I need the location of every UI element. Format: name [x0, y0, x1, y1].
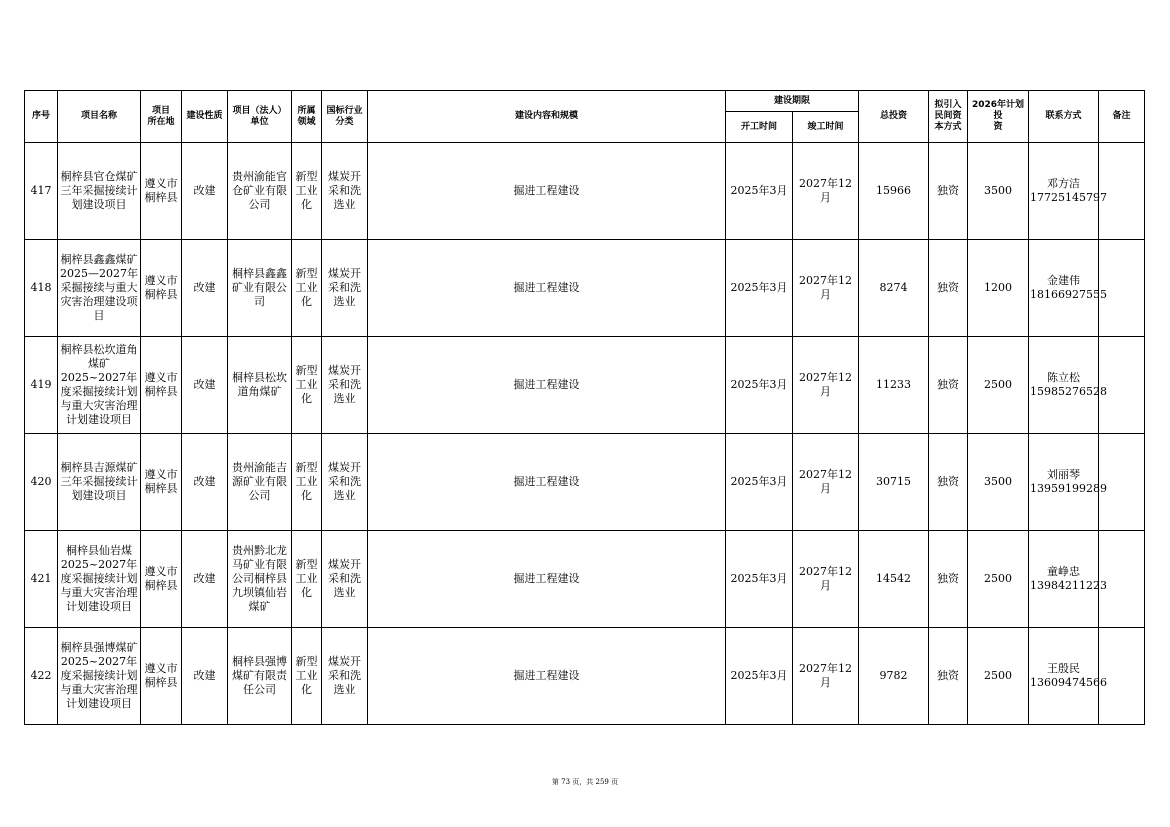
- header-total: 总投资: [859, 91, 929, 143]
- cell-unit: 贵州黔北龙马矿业有限公司桐梓县九坝镇仙岩煤矿: [228, 531, 292, 628]
- cell-unit: 桐梓县强博煤矿有限责任公司: [228, 628, 292, 725]
- cell-unit: 桐梓县松坎道角煤矿: [228, 337, 292, 434]
- cell-field: 新型 工业 化: [292, 240, 322, 337]
- header-nature: 建设性质: [182, 91, 228, 143]
- cell-end: 2027年12月: [793, 143, 859, 240]
- cell-nature: 改建: [182, 143, 228, 240]
- table-row: [25, 628, 1145, 725]
- cell-total: 15966: [859, 143, 929, 240]
- cell-content: 掘进工程建设: [368, 240, 726, 337]
- cell-unit: 贵州渝能吉源矿业有限公司: [228, 434, 292, 531]
- table-row: [25, 531, 1145, 628]
- cell-content: 掘进工程建设: [368, 143, 726, 240]
- cell-end: 2027年12月: [793, 628, 859, 725]
- cell-seq: 418: [25, 240, 58, 337]
- cell-end: 2027年12月: [793, 337, 859, 434]
- cell-industry: 煤炭开 采和洗 选业: [322, 240, 368, 337]
- cell-content: 掘进工程建设: [368, 628, 726, 725]
- cell-seq: 421: [25, 531, 58, 628]
- cell-total: 9782: [859, 628, 929, 725]
- cell-seq: 419: [25, 337, 58, 434]
- cell-contact: 金建伟 18166927555: [1029, 240, 1099, 337]
- cell-unit: 桐梓县鑫鑫矿业有限公司: [228, 240, 292, 337]
- header-field: 所属 领域: [292, 91, 322, 143]
- cell-seq: 422: [25, 628, 58, 725]
- header-start: 开工时间: [726, 112, 793, 143]
- cell-industry: 煤炭开 采和洗 选业: [322, 434, 368, 531]
- cell-contact: 陈立松 15985276528: [1029, 337, 1099, 434]
- cell-capital: 独资: [929, 143, 968, 240]
- cell-start: 2025年3月: [726, 337, 793, 434]
- cell-name: 桐梓县吉源煤矿三年采掘接续计划建设项目: [58, 434, 141, 531]
- cell-industry: 煤炭开 采和洗 选业: [322, 143, 368, 240]
- cell-plan: 2500: [968, 628, 1029, 725]
- cell-contact: 童峥忠 13984211223: [1029, 531, 1099, 628]
- cell-plan: 2500: [968, 337, 1029, 434]
- cell-content: 掘进工程建设: [368, 531, 726, 628]
- table-row: [25, 143, 1145, 240]
- header-remark: 备注: [1099, 91, 1145, 143]
- cell-location: 遵义市 桐梓县: [141, 434, 182, 531]
- table-row: [25, 337, 1145, 434]
- cell-unit: 贵州渝能官仓矿业有限公司: [228, 143, 292, 240]
- cell-capital: 独资: [929, 434, 968, 531]
- cell-contact: 邓方洁 17725145797: [1029, 143, 1099, 240]
- cell-start: 2025年3月: [726, 628, 793, 725]
- cell-start: 2025年3月: [726, 240, 793, 337]
- project-table: [24, 90, 1145, 725]
- cell-capital: 独资: [929, 531, 968, 628]
- cell-name: 桐梓县仙岩煤2025~2027年度采掘接续计划与重大灾害治理计划建设项目: [58, 531, 141, 628]
- cell-end: 2027年12月: [793, 240, 859, 337]
- cell-name: 桐梓县强博煤矿2025~2027年度采掘接续计划与重大灾害治理计划建设项目: [58, 628, 141, 725]
- header-contact: 联系方式: [1029, 91, 1099, 143]
- table-row: [25, 240, 1145, 337]
- header-name: 项目名称: [58, 91, 141, 143]
- header-unit: 项目（法人） 单位: [228, 91, 292, 143]
- cell-seq: 417: [25, 143, 58, 240]
- cell-start: 2025年3月: [726, 531, 793, 628]
- cell-name: 桐梓县鑫鑫煤矿2025—2027年采掘接续与重大灾害治理建设项目: [58, 240, 141, 337]
- cell-start: 2025年3月: [726, 434, 793, 531]
- cell-field: 新型 工业 化: [292, 531, 322, 628]
- cell-content: 掘进工程建设: [368, 434, 726, 531]
- cell-contact: 刘丽琴 13959199289: [1029, 434, 1099, 531]
- header-seq: 序号: [25, 91, 58, 143]
- cell-plan: 3500: [968, 143, 1029, 240]
- header-capital: 拟引入 民间资 本方式: [929, 91, 968, 143]
- page-footer: 第 73 页，共 259 页: [551, 778, 619, 786]
- cell-industry: 煤炭开 采和洗 选业: [322, 628, 368, 725]
- cell-location: 遵义市 桐梓县: [141, 337, 182, 434]
- cell-start: 2025年3月: [726, 143, 793, 240]
- table-row: [25, 434, 1145, 531]
- cell-capital: 独资: [929, 337, 968, 434]
- cell-location: 遵义市 桐梓县: [141, 143, 182, 240]
- cell-plan: 1200: [968, 240, 1029, 337]
- cell-total: 8274: [859, 240, 929, 337]
- cell-total: 11233: [859, 337, 929, 434]
- cell-industry: 煤炭开 采和洗 选业: [322, 531, 368, 628]
- cell-name: 桐梓县官仓煤矿三年采掘接续计划建设项目: [58, 143, 141, 240]
- cell-capital: 独资: [929, 240, 968, 337]
- cell-seq: 420: [25, 434, 58, 531]
- cell-field: 新型 工业 化: [292, 337, 322, 434]
- cell-contact: 王殷民 13609474566: [1029, 628, 1099, 725]
- header-industry: 国标行业 分类: [322, 91, 368, 143]
- cell-capital: 独资: [929, 628, 968, 725]
- cell-nature: 改建: [182, 531, 228, 628]
- cell-nature: 改建: [182, 240, 228, 337]
- cell-industry: 煤炭开 采和洗 选业: [322, 337, 368, 434]
- header-content: 建设内容和规模: [368, 91, 726, 143]
- cell-location: 遵义市 桐梓县: [141, 628, 182, 725]
- header-end: 竣工时间: [793, 112, 859, 143]
- cell-name: 桐梓县松坎道角煤矿2025~2027年度采掘接续计划与重大灾害治理计划建设项目: [58, 337, 141, 434]
- cell-nature: 改建: [182, 628, 228, 725]
- cell-field: 新型 工业 化: [292, 628, 322, 725]
- cell-plan: 2500: [968, 531, 1029, 628]
- cell-plan: 3500: [968, 434, 1029, 531]
- header-period: 建设期限: [726, 91, 859, 112]
- cell-field: 新型 工业 化: [292, 434, 322, 531]
- cell-nature: 改建: [182, 434, 228, 531]
- cell-location: 遵义市 桐梓县: [141, 531, 182, 628]
- cell-content: 掘进工程建设: [368, 337, 726, 434]
- cell-end: 2027年12月: [793, 531, 859, 628]
- header-location: 项目 所在地: [141, 91, 182, 143]
- cell-end: 2027年12月: [793, 434, 859, 531]
- header-plan: 2026年计划投 资: [968, 91, 1029, 143]
- cell-total: 14542: [859, 531, 929, 628]
- cell-nature: 改建: [182, 337, 228, 434]
- cell-field: 新型 工业 化: [292, 143, 322, 240]
- cell-total: 30715: [859, 434, 929, 531]
- cell-location: 遵义市 桐梓县: [141, 240, 182, 337]
